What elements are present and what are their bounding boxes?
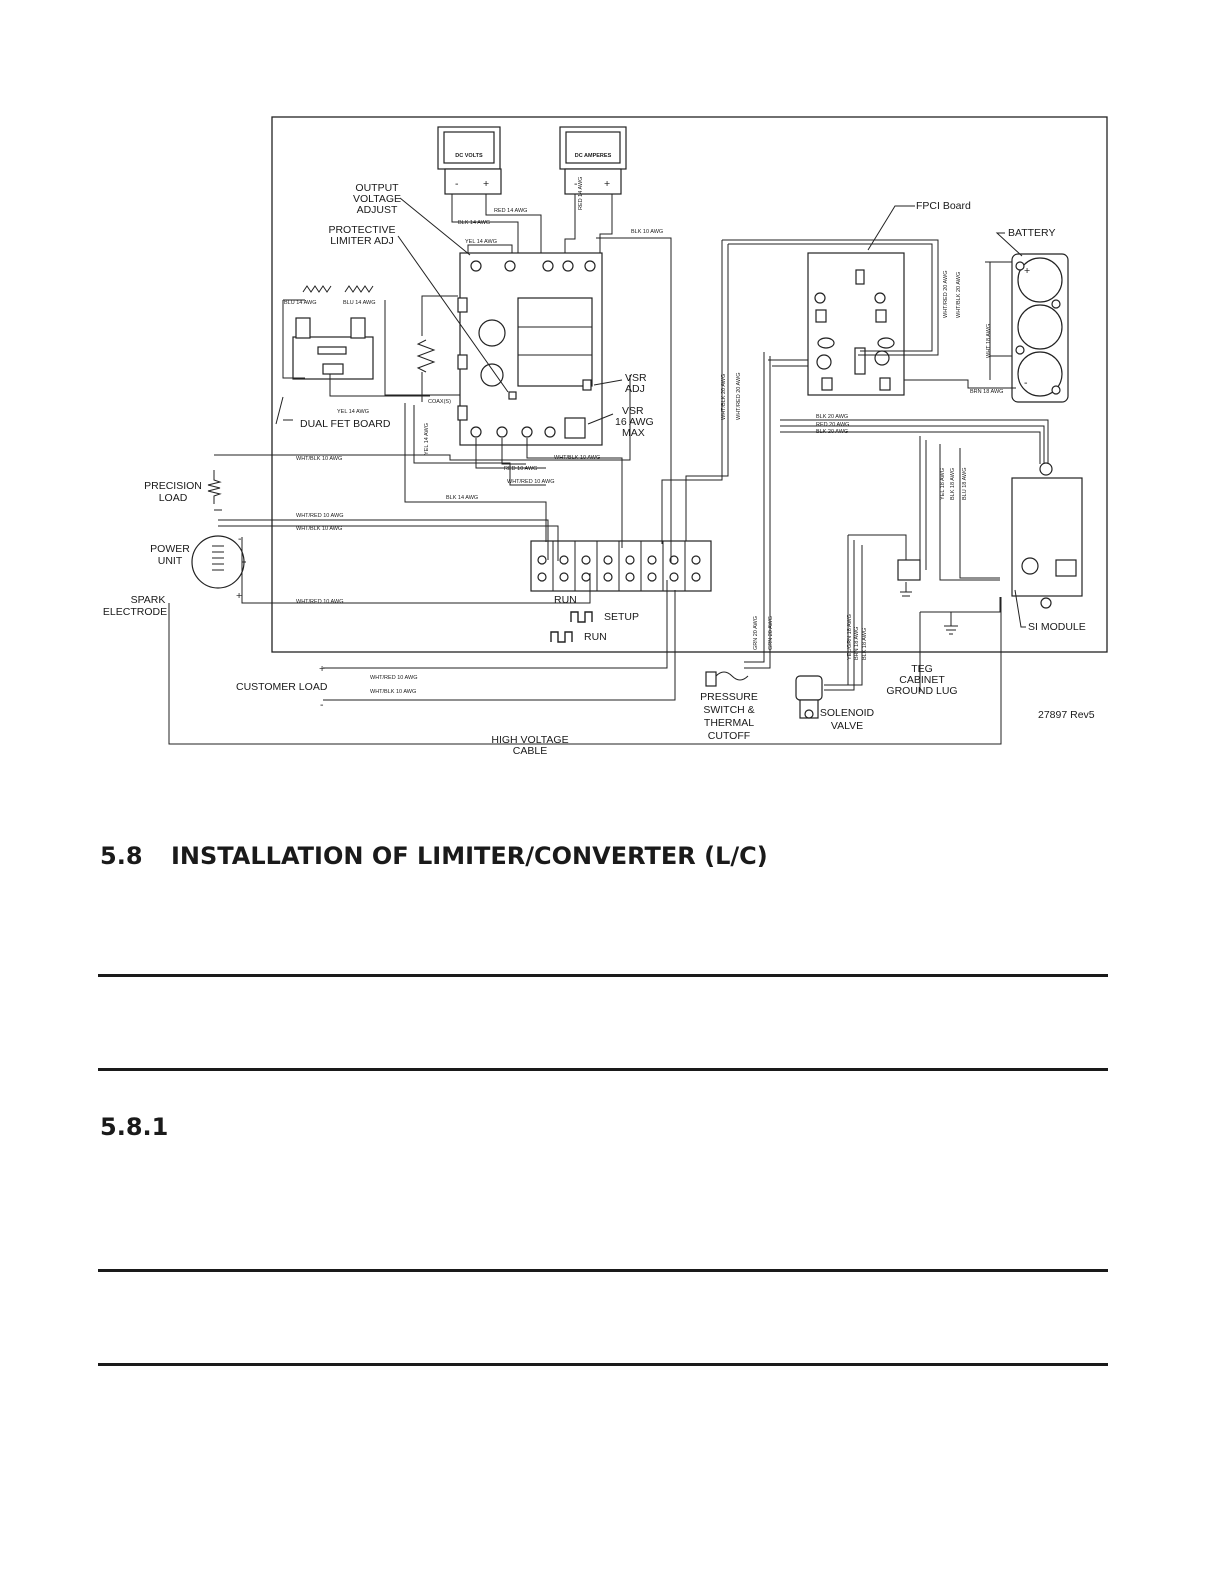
svg-text:+: +: [483, 178, 490, 190]
svg-text:WHT/BLK 10 AWG: WHT/BLK 10 AWG: [554, 455, 601, 461]
svg-text:YEL 14 AWG: YEL 14 AWG: [424, 423, 430, 455]
svg-text:WHT/BLK 20 AWG: WHT/BLK 20 AWG: [721, 373, 727, 420]
protective-limiter-label: [328, 224, 395, 247]
section-title: INSTALLATION OF LIMITER/CONVERTER (L/C): [171, 842, 768, 870]
svg-text:WHT/RED 10 AWG: WHT/RED 10 AWG: [296, 599, 344, 605]
svg-text:PRESSURE: PRESSURE: [700, 691, 758, 703]
solenoid-valve-label: [820, 707, 875, 732]
svg-text:CABINET: CABINET: [899, 674, 945, 686]
svg-text:CABLE: CABLE: [512, 745, 548, 757]
svg-text:WHT/BLK 10 AWG: WHT/BLK 10 AWG: [370, 689, 417, 695]
svg-text:THERMAL: THERMAL: [703, 717, 755, 729]
connector-block: [898, 560, 920, 580]
svg-text:+: +: [1024, 265, 1031, 277]
high-voltage-cable-label: [491, 734, 568, 757]
precision-load-label: [144, 480, 202, 504]
rule-2: [98, 1068, 1108, 1071]
power-unit-icon: [192, 536, 244, 588]
svg-text:BLK 20 AWG: BLK 20 AWG: [816, 414, 849, 420]
battery-label: BATTERY: [1008, 227, 1056, 239]
pressure-switch-label: [700, 691, 758, 742]
wiring-diagram: [0, 0, 1224, 780]
fet-resistor-icon: [303, 286, 373, 292]
svg-text:ADJUST: ADJUST: [356, 204, 398, 216]
svg-text:POWER: POWER: [150, 543, 190, 555]
svg-text:BLK 20 AWG: BLK 20 AWG: [816, 429, 849, 435]
svg-text:RED 20 AWG: RED 20 AWG: [816, 422, 850, 428]
svg-text:SOLENOID: SOLENOID: [819, 707, 875, 719]
svg-text:+: +: [319, 663, 326, 675]
svg-text:UNIT: UNIT: [157, 555, 183, 567]
rule-3: [98, 1269, 1108, 1272]
svg-text:BRN 18 AWG: BRN 18 AWG: [854, 626, 860, 660]
svg-text:BLK 14 AWG: BLK 14 AWG: [446, 495, 479, 501]
spark-electrode-label: [103, 594, 167, 618]
dual-fet-board: [293, 318, 373, 379]
svg-text:WHT/RED 10 AWG: WHT/RED 10 AWG: [370, 675, 418, 681]
svg-text:-: -: [455, 178, 459, 190]
svg-text:-: -: [320, 699, 324, 711]
svg-text:BLK 14 AWG: BLK 14 AWG: [458, 220, 491, 226]
fpci-board-label: FPCI Board: [916, 200, 971, 212]
svg-text:WHT/RED 10 AWG: WHT/RED 10 AWG: [507, 479, 555, 485]
svg-text:BLU 14 AWG: BLU 14 AWG: [284, 300, 317, 306]
svg-text:GRN 20 AWG: GRN 20 AWG: [753, 615, 759, 650]
solenoid-valve-icon: [796, 676, 822, 718]
customer-load-label: CUSTOMER LOAD: [236, 681, 328, 693]
svg-text:-: -: [574, 178, 578, 190]
wire-paths: [169, 194, 1048, 744]
svg-text:SPARK: SPARK: [130, 594, 166, 606]
svg-text:BLU 18 AWG: BLU 18 AWG: [962, 467, 968, 500]
svg-text:LOAD: LOAD: [158, 492, 188, 504]
ground-symbol-icon: [900, 582, 958, 634]
output-voltage-adjust-label: [353, 182, 401, 216]
vsr-adj-label: [625, 372, 647, 395]
svg-text:TEG: TEG: [911, 663, 933, 675]
svg-text:BLK 10 AWG: BLK 10 AWG: [631, 229, 664, 235]
rule-1: [98, 974, 1108, 977]
svg-text:WHT/RED 20 AWG: WHT/RED 20 AWG: [943, 270, 949, 318]
svg-text:GRN 20 AWG: GRN 20 AWG: [768, 615, 774, 650]
svg-text:PRECISION: PRECISION: [144, 480, 202, 492]
svg-text:BLK 18 AWG: BLK 18 AWG: [862, 627, 868, 660]
svg-text:+: +: [236, 590, 243, 602]
svg-text:YEL 14 AWG: YEL 14 AWG: [465, 239, 497, 245]
svg-text:WHT/BLK 10 AWG: WHT/BLK 10 AWG: [296, 526, 343, 532]
svg-text:VSR: VSR: [622, 405, 644, 417]
svg-text:VALVE: VALVE: [830, 720, 864, 732]
svg-text:16 AWG: 16 AWG: [615, 416, 654, 428]
svg-text:ELECTRODE: ELECTRODE: [102, 606, 168, 618]
svg-text:VOLTAGE: VOLTAGE: [352, 193, 402, 205]
svg-text:SWITCH &: SWITCH &: [703, 704, 755, 716]
svg-text:WHT/RED 10 AWG: WHT/RED 10 AWG: [296, 513, 344, 519]
run-jumper-icon: [551, 632, 572, 642]
svg-text:YEL 14 AWG: YEL 14 AWG: [337, 409, 369, 415]
section-heading: [100, 842, 768, 870]
svg-text:WHT/RED 20 AWG: WHT/RED 20 AWG: [736, 372, 742, 420]
svg-text:WHT/BLK 10 AWG: WHT/BLK 10 AWG: [296, 456, 343, 462]
svg-text:+: +: [604, 178, 611, 190]
svg-text:COAX(S): COAX(S): [428, 399, 451, 405]
svg-text:BRN 18 AWG: BRN 18 AWG: [970, 389, 1004, 395]
svg-text:MAX: MAX: [622, 427, 645, 439]
dc-volts-meter: [438, 127, 501, 194]
dual-fet-board-label: DUAL FET BOARD: [300, 418, 391, 430]
setup-label: SETUP: [604, 611, 640, 623]
coax-resistor-icon: [418, 340, 434, 372]
si-module-label: SI MODULE: [1028, 621, 1086, 633]
battery: [1012, 254, 1068, 402]
svg-text:BLU 14 AWG: BLU 14 AWG: [343, 300, 376, 306]
svg-text:BLK 18 AWG: BLK 18 AWG: [950, 467, 956, 500]
vsr-awg-label: [615, 405, 654, 439]
svg-text:OUTPUT: OUTPUT: [355, 182, 399, 194]
svg-text:VSR: VSR: [625, 372, 647, 384]
pressure-switch-icon: [706, 672, 748, 686]
drawing-number: 27897 Rev5: [1038, 709, 1095, 721]
svg-text:LIMITER ADJ: LIMITER ADJ: [330, 235, 394, 247]
teg-cabinet-label: [886, 663, 957, 697]
svg-text:YEL/GRN 18 AWG: YEL/GRN 18 AWG: [847, 614, 853, 660]
limiter-board: [458, 253, 602, 445]
subsection-number: 5.8.1: [100, 1113, 169, 1141]
fpci-board: [808, 253, 904, 395]
svg-text:GROUND LUG: GROUND LUG: [886, 685, 958, 697]
power-unit-label: [150, 543, 190, 567]
svg-text:ADJ: ADJ: [625, 383, 645, 395]
precision-load-icon: [208, 470, 220, 504]
svg-text:CUTOFF: CUTOFF: [707, 730, 751, 742]
svg-text:RED 14 AWG: RED 14 AWG: [578, 176, 584, 210]
svg-text:YEL 18 AWG: YEL 18 AWG: [940, 468, 946, 500]
svg-text:-: -: [238, 533, 242, 545]
svg-text:WHT 18 AWG: WHT 18 AWG: [986, 323, 992, 358]
svg-text:PROTECTIVE: PROTECTIVE: [328, 224, 396, 236]
si-module: [1012, 463, 1082, 608]
svg-text:WHT/BLK 20 AWG: WHT/BLK 20 AWG: [956, 271, 962, 318]
svg-text:-: -: [1024, 377, 1028, 389]
dc-amperes-meter: [560, 127, 626, 194]
section-number: 5.8: [100, 842, 143, 870]
rule-4: [98, 1363, 1108, 1366]
terminal-run-label: RUN: [554, 594, 577, 606]
setup-jumper-icon: [571, 612, 592, 622]
svg-text:HIGH VOLTAGE: HIGH VOLTAGE: [491, 734, 569, 746]
svg-text:RED 10 AWG: RED 10 AWG: [504, 466, 538, 472]
svg-text:DC AMPERES: DC AMPERES: [574, 153, 612, 159]
run-label: RUN: [584, 631, 607, 643]
svg-text:RED 14 AWG: RED 14 AWG: [494, 208, 528, 214]
svg-text:DC VOLTS: DC VOLTS: [455, 153, 483, 159]
